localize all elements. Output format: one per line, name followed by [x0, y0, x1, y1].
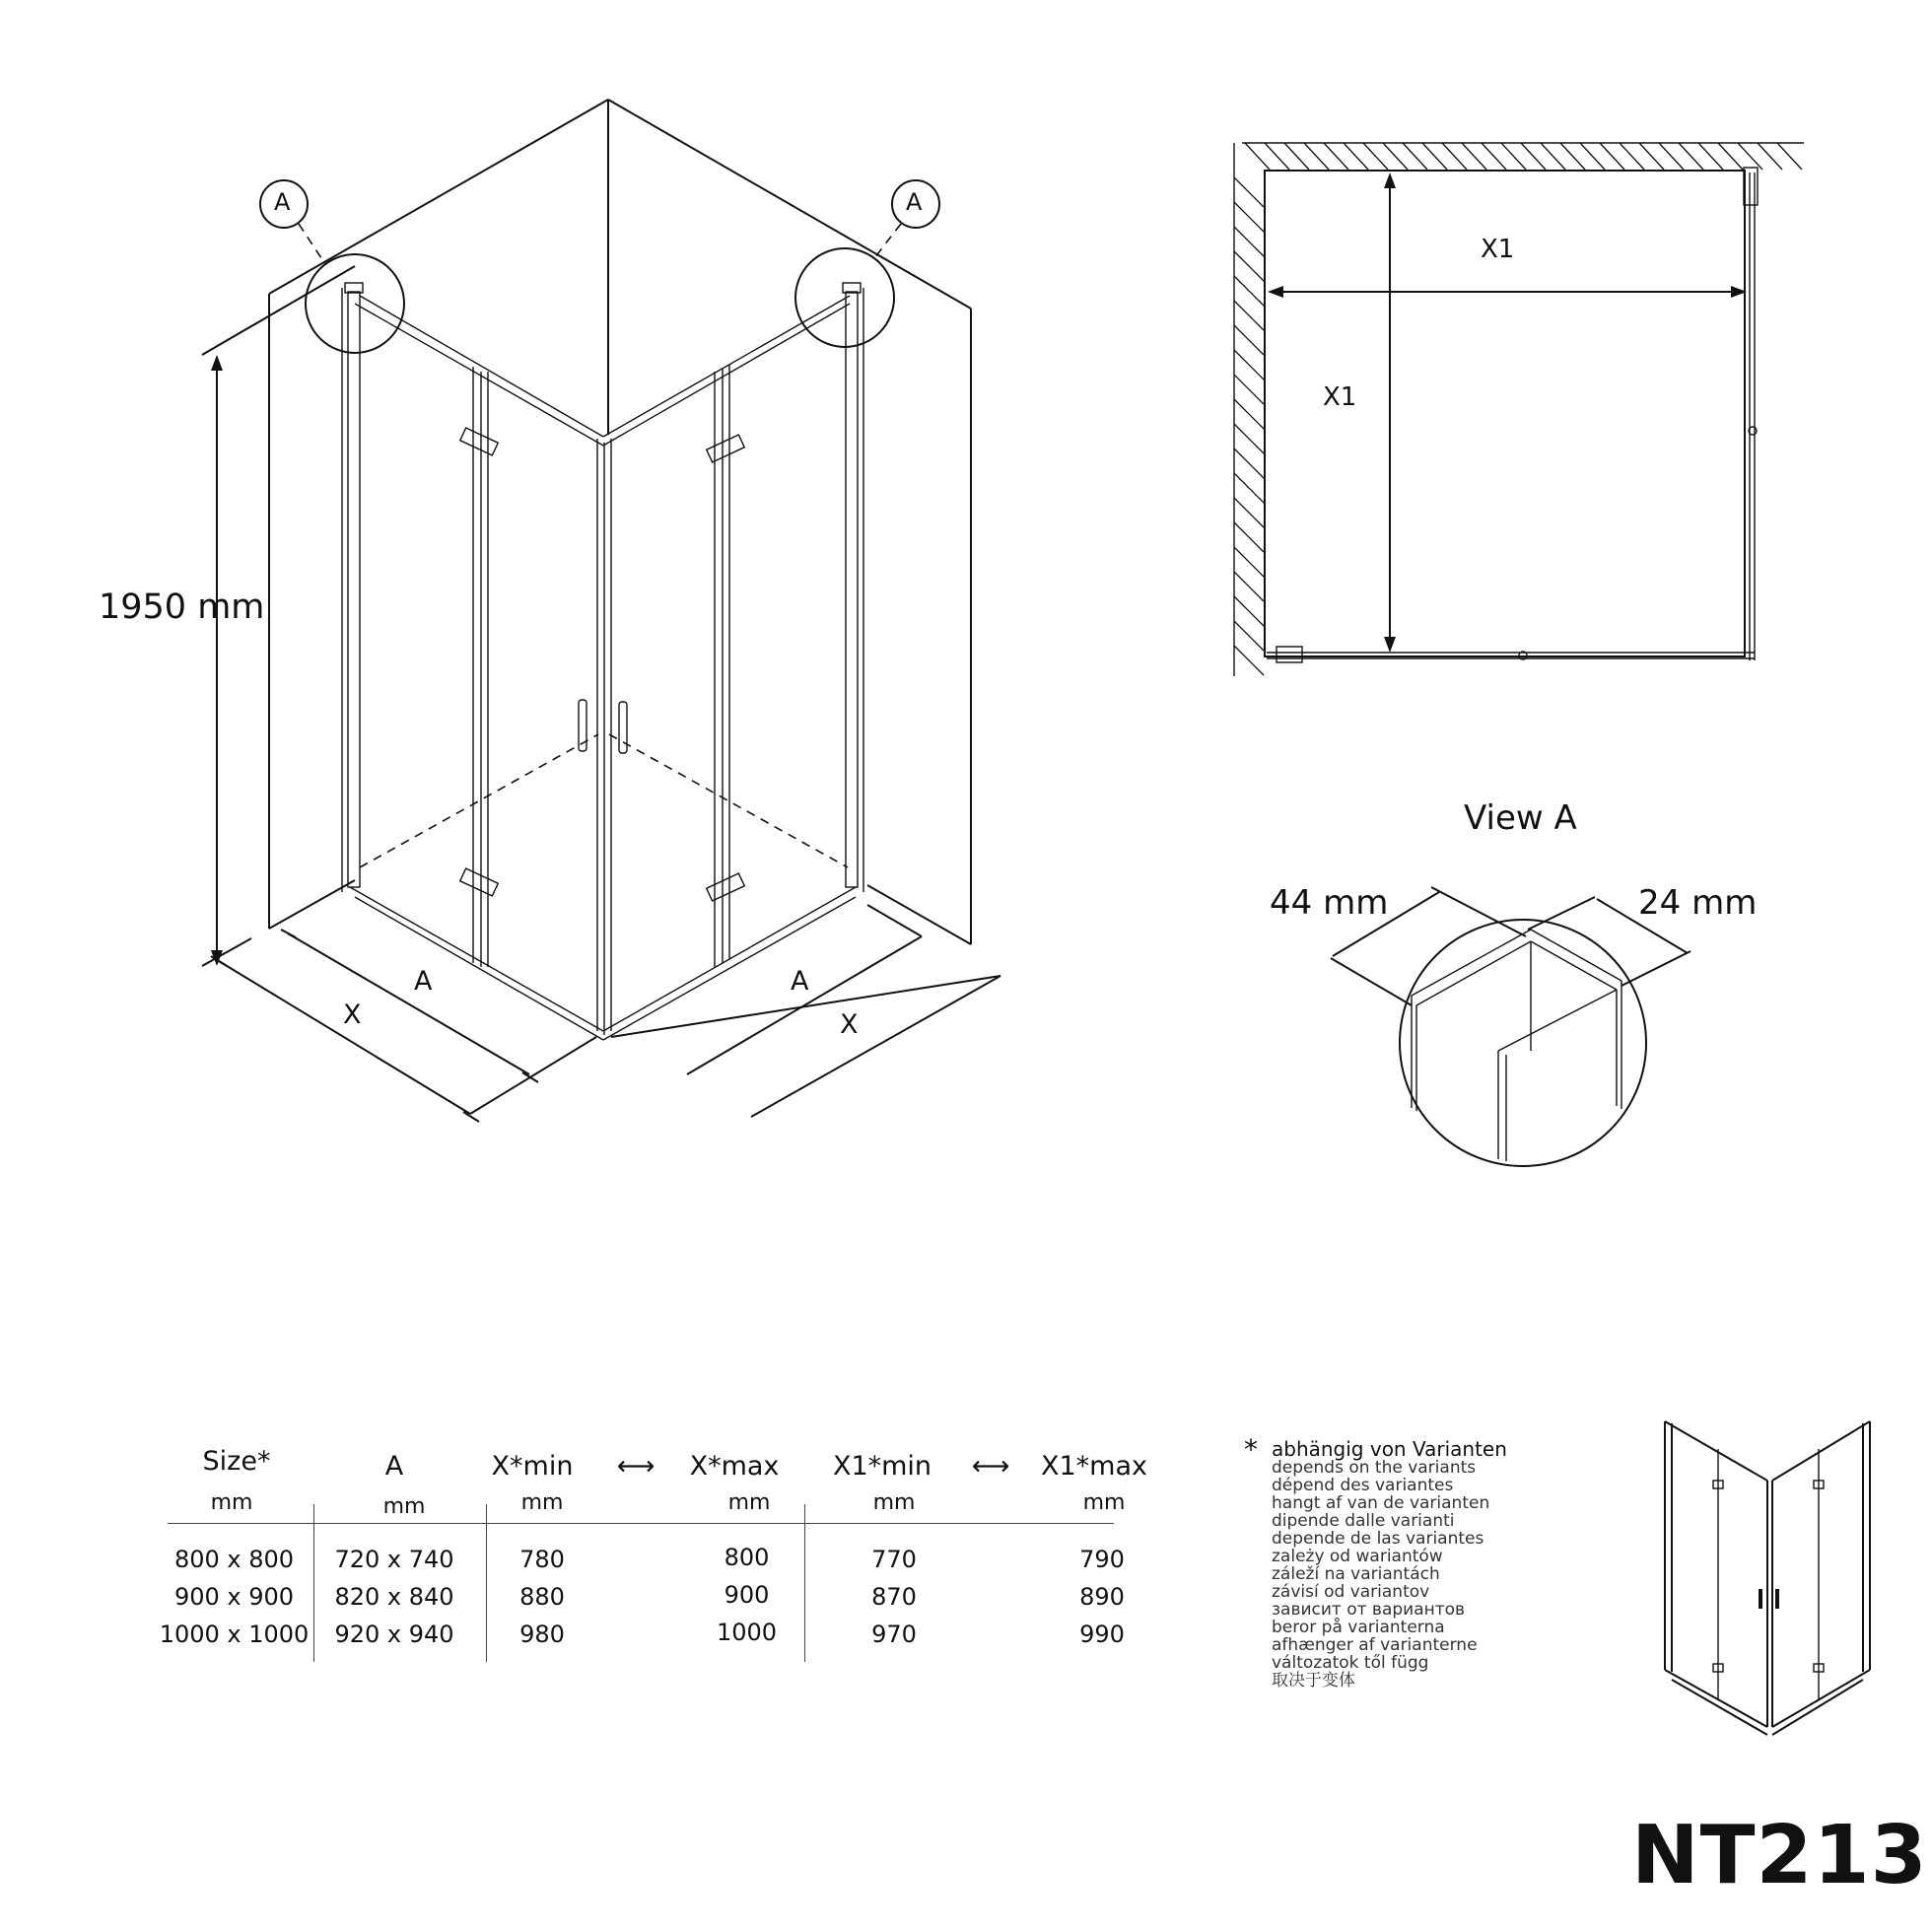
plan-dim-horizontal: X1 [1481, 235, 1515, 264]
plan-view [1234, 143, 1804, 676]
footnote-line: зависит от вариантов [1272, 1600, 1466, 1620]
unit-x1-max: mm [1082, 1490, 1126, 1515]
cell-x-min: 880 [519, 1583, 565, 1611]
cell-x1-max: 990 [1079, 1621, 1125, 1648]
cell-x1-max: 890 [1079, 1583, 1125, 1611]
unit-size: mm [210, 1490, 253, 1515]
plan-dim-vertical: X1 [1323, 382, 1357, 412]
cell-size: 1000 x 1000 [159, 1621, 310, 1648]
cell-size: 800 x 800 [173, 1546, 295, 1573]
footnote-asterisk: * [1244, 1433, 1258, 1466]
cell-a: 920 x 940 [334, 1621, 454, 1648]
footnote-line: zależy od wariantów [1272, 1547, 1443, 1566]
cell-a: 720 x 740 [334, 1546, 454, 1573]
isometric-view [202, 100, 1000, 1122]
view-a-title: View A [1464, 798, 1577, 838]
footnote-line: záleží na variantách [1272, 1564, 1440, 1584]
cell-a: 820 x 840 [334, 1583, 454, 1611]
cell-x-max: 1000 [716, 1619, 778, 1646]
footnote-line: závisí od variantov [1272, 1582, 1430, 1602]
unit-x-min: mm [520, 1490, 564, 1515]
footnote-title: abhängig von Varianten [1272, 1437, 1507, 1461]
footnote-block [1272, 1439, 1507, 1690]
cell-size: 900 x 900 [173, 1583, 295, 1611]
header-a: A [384, 1451, 404, 1482]
header-arrow-x1: ⟷ [971, 1451, 1010, 1482]
dim-a-right: A [791, 966, 809, 997]
dim-x-left: X [343, 1000, 362, 1030]
height-dimension-label: 1950 mm [99, 587, 265, 627]
footnote-line: depende de las variantes [1272, 1529, 1484, 1549]
header-x-max: X*max [689, 1451, 780, 1482]
detail-marker-right: A [906, 188, 923, 216]
view-a-right-dim: 24 mm [1638, 883, 1758, 923]
view-a-left-dim: 44 mm [1270, 883, 1389, 923]
detail-marker-left: A [274, 188, 291, 216]
table-col-rule-1 [313, 1504, 314, 1662]
cell-x1-min: 870 [871, 1583, 917, 1611]
footnote-line: hangt af van de varianten [1272, 1493, 1490, 1513]
header-size: Size* [202, 1446, 271, 1477]
model-number: NT213 [1631, 1809, 1928, 1902]
header-x1-max: X1*max [1041, 1451, 1147, 1482]
footnote-line: dépend des variantes [1272, 1476, 1454, 1495]
unit-x1-min: mm [872, 1490, 916, 1515]
cell-x1-min: 770 [871, 1546, 917, 1573]
table-col-rule-3 [804, 1504, 805, 1662]
unit-a: mm [382, 1494, 426, 1519]
view-a-detail [1331, 887, 1690, 1166]
unit-x-max: mm [727, 1490, 771, 1515]
cell-x-max: 800 [724, 1544, 770, 1571]
footnote-line: depends on the variants [1272, 1458, 1477, 1478]
footnote-line: 取决于变体 [1272, 1671, 1355, 1690]
table-col-rule-2 [486, 1504, 487, 1662]
dim-a-left: A [414, 966, 433, 997]
cell-x1-max: 790 [1079, 1546, 1125, 1573]
footnote-line: afhænger af varianterne [1272, 1635, 1478, 1655]
cell-x-min: 980 [519, 1621, 565, 1648]
header-arrow-x: ⟷ [616, 1451, 656, 1482]
cell-x1-min: 970 [871, 1621, 917, 1648]
header-x1-min: X1*min [832, 1451, 932, 1482]
footnote-line: dipende dalle varianti [1272, 1511, 1455, 1531]
footnote-line: változatok től függ [1272, 1653, 1429, 1673]
table-header-rule [168, 1523, 1114, 1524]
footnote-line: beror på varianterna [1272, 1618, 1445, 1637]
cell-x-max: 900 [724, 1581, 770, 1609]
dim-x-right: X [840, 1009, 859, 1040]
header-x-min: X*min [491, 1451, 574, 1482]
shower-thumbnail [1665, 1421, 1870, 1735]
cell-x-min: 780 [519, 1546, 565, 1573]
